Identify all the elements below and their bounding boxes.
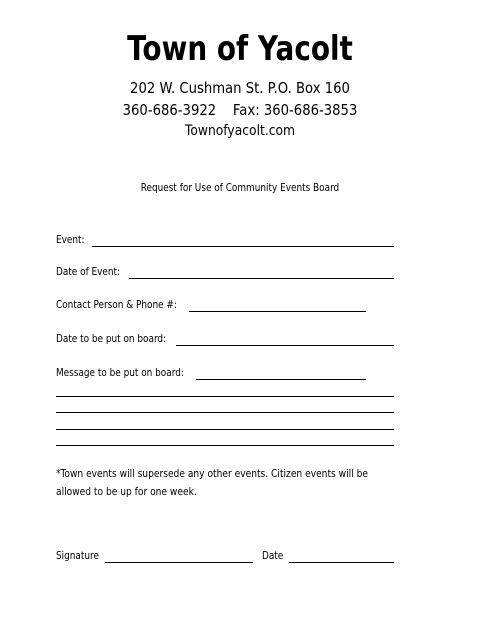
date-on-board-field[interactable]	[176, 345, 394, 346]
signature-field[interactable]	[105, 562, 253, 563]
form-heading: Request for Use of Community Events Board	[140, 181, 340, 194]
contact-label: Contact Person & Phone #:	[56, 298, 177, 311]
date-on-board-label: Date to be put on board:	[56, 332, 167, 345]
message-row	[56, 366, 376, 382]
date-label: Date	[262, 549, 284, 562]
address-line: 202 W. Cushman St. P.O. Box 160	[130, 79, 350, 97]
message-line-1[interactable]	[56, 396, 394, 397]
contact-field[interactable]	[189, 311, 366, 312]
message-field[interactable]	[196, 379, 366, 380]
signature-label: Signature	[56, 549, 99, 562]
event-row	[56, 233, 396, 249]
event-field[interactable]	[92, 246, 394, 247]
policy-note: *Town events will supersede any other events. Citizen events will be allowed to be up for one week.	[56, 467, 368, 498]
date-of-event-field[interactable]	[129, 278, 394, 279]
date-of-event-row	[56, 265, 396, 281]
date-field[interactable]	[289, 562, 394, 563]
message-line-2[interactable]	[56, 412, 394, 413]
page-title: Town of Yacolt	[127, 29, 353, 69]
phone-fax-line: 360-686-3922 Fax: 360-686-3853	[122, 101, 358, 119]
message-line-3[interactable]	[56, 429, 394, 430]
contact-row	[56, 298, 376, 314]
message-line-4[interactable]	[56, 445, 394, 446]
date-on-board-row	[56, 332, 396, 348]
event-label: Event:	[56, 233, 85, 246]
message-label: Message to be put on board:	[56, 366, 184, 379]
date-of-event-label: Date of Event:	[56, 265, 121, 278]
website-line: Townofyacolt.com	[184, 123, 296, 139]
date-row	[262, 549, 396, 565]
signature-row	[56, 549, 256, 565]
